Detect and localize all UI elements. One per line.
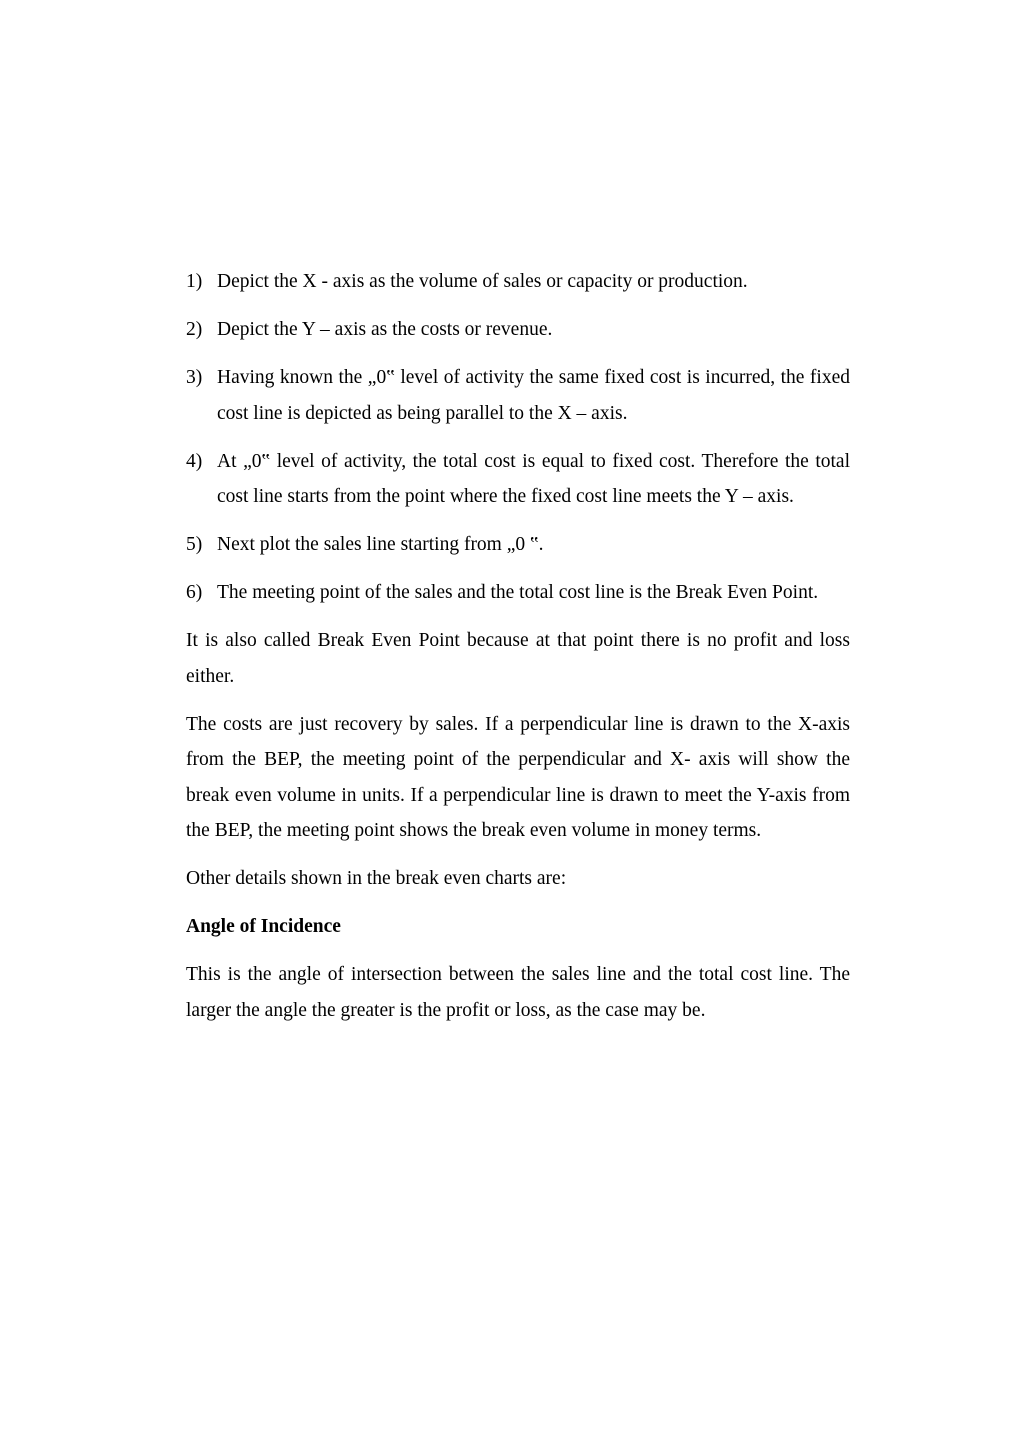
- list-item-number: 1): [186, 271, 203, 292]
- steps-list: [186, 264, 850, 611]
- list-item-number: 3): [186, 367, 203, 388]
- list-item: [186, 264, 850, 300]
- list-item-text: The meeting point of the sales and the total cost line is the Break Even Point.: [217, 582, 819, 603]
- section-body-paragraph: This is the angle of intersection between the sales line and the total cost line. The larger the angle the greater is the profit or loss, as the case may be.: [186, 964, 850, 1021]
- list-item-text: Having known the „0‟ level of activity the same fixed cost is incurred, the fixed cost line is depicted as being parallel to the X – axis.: [217, 367, 850, 424]
- section-heading: Angle of Incidence: [186, 916, 341, 937]
- document-page: [186, 264, 850, 1041]
- list-item-number: 4): [186, 450, 203, 472]
- list-item-text: Next plot the sales line starting from „0 ‟.: [217, 534, 544, 555]
- list-item-text: At „0‟ level of activity, the total cost is equal to fixed cost. Therefore the total cost line starts from the point where the fixed cost line meets the Y – axis.: [217, 450, 850, 507]
- other-details-paragraph: Other details shown in the break even charts are:: [186, 868, 567, 889]
- list-item: [186, 444, 850, 515]
- list-item-text: Depict the Y – axis as the costs or revenue.: [217, 319, 553, 340]
- list-item-text: Depict the X - axis as the volume of sales or capacity or production.: [217, 271, 748, 292]
- list-item-number: 2): [186, 319, 203, 340]
- bep-called-paragraph: It is also called Break Even Point because at that point there is no profit and loss either.: [186, 630, 850, 687]
- list-item-number: 5): [186, 534, 203, 555]
- costs-recovery-paragraph: The costs are just recovery by sales. If a perpendicular line is drawn to the X-axis from the BEP, the meeting point of the perpendicular and X- axis will show the break even volume in units. If a perpendicular line is drawn to meet the Y-axis from the BEP, the meeting point shows the break even volume in money terms.: [186, 713, 850, 841]
- list-item: [186, 575, 850, 611]
- list-item: [186, 360, 850, 431]
- list-item: [186, 527, 850, 563]
- list-item: [186, 312, 850, 348]
- list-item-number: 6): [186, 582, 203, 603]
